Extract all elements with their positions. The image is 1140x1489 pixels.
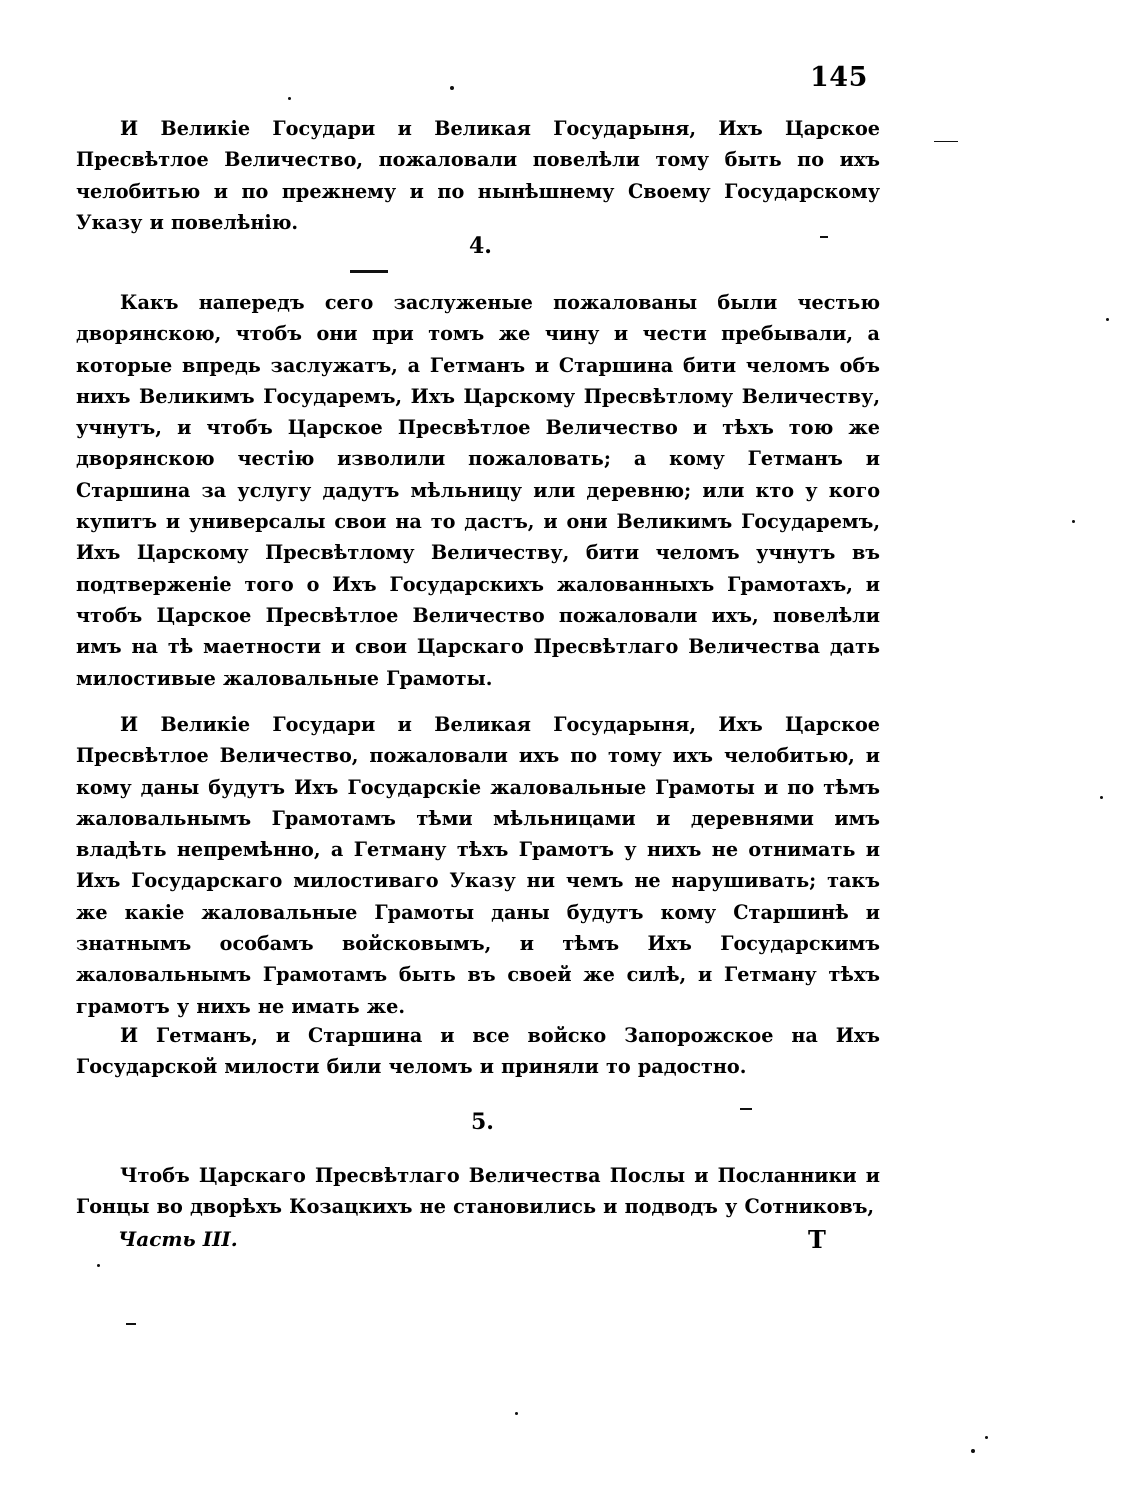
paragraph-4: И Гетманъ, и Старшина и все войско Запорожское на Ихъ Государской милости били челомъ и приняли то радостно. (76, 1024, 880, 1079)
scan-speck (985, 1436, 988, 1439)
scan-speck (450, 86, 454, 90)
signature-mark: Часть III. (118, 1227, 238, 1251)
scan-speck (934, 141, 958, 142)
scan-speck (820, 236, 828, 238)
scan-speck (1106, 318, 1109, 321)
catchword-mark: Т (808, 1225, 826, 1254)
paragraph-2: Какъ напередъ сего заслуженые пожалованы были честью дворянскою, чтобъ они при томъ же чину и чести пребывали, а которые впредь заслужатъ, а Гетманъ и Старшина бити челомъ объ нихъ Великимъ Государемъ, Ихъ Царскому Пресвѣтлому Величеству, учнутъ, и чтобъ Царское Пресвѣтлое Величество и тѣхъ тою же дворянскою честію изволили пожаловать; а кому Гетманъ и Старшина за услугу дадутъ мѣльницу или деревню; или кто у кого купитъ и универсалы свои на то дастъ, и они Великимъ Государемъ, Ихъ Царскому Пресвѣтлому Величеству, бити челомъ учнутъ въ подтверженіе того о Ихъ Государскихъ жалованныхъ Грамотахъ, и чтобъ Царское Пресвѣтлое Величество пожаловали ихъ, повелѣли имъ на тѣ маетности и свои Царскаго Пресвѣтлаго Величества дать милостивые жаловальные Грамоты. (76, 291, 880, 690)
scan-speck (1072, 520, 1075, 523)
scan-speck (97, 1264, 100, 1267)
scan-speck (740, 1108, 752, 1110)
paragraph-3: И Великіе Государи и Великая Государыня, Ихъ Царское Пресвѣтлое Величество, пожаловали ихъ по тому ихъ челобитью, и кому даны будутъ Ихъ Государскіе жаловальные Грамоты и по тѣмъ жаловальнымъ Грамотамъ тѣми мѣльницами и деревнями имъ владѣть непремѣнно, а Гетману тѣхъ Грамотъ у нихъ не отнимать и Ихъ Государскаго милостиваго Указу ни чемъ не нарушивать; такъ же какіе жаловальные Грамоты даны будутъ кому Старшинѣ и знатнымъ особамъ войсковымъ, и тѣмъ Ихъ Государскимъ жаловальнымъ Грамотамъ быть въ своей же силѣ, и Гетману тѣхъ грамотъ у нихъ не имать же. (76, 713, 880, 1018)
section-number-5: 5. (471, 1109, 494, 1135)
paragraph-5: Чтобъ Царскаго Пресвѣтлаго Величества Послы и Посланники и Гонцы во дворѣхъ Козацкихъ не становились и подводъ у Сотниковъ, (76, 1164, 880, 1219)
section-number-4: 4. (469, 233, 492, 259)
scan-speck (971, 1449, 975, 1453)
scan-speck (515, 1412, 518, 1415)
scan-speck (350, 270, 388, 273)
page-number: 145 (810, 62, 868, 93)
scan-speck (288, 97, 291, 100)
paragraph-1: И Великіе Государи и Великая Государыня, Ихъ Царское Пресвѣтлое Величество, пожаловали повелѣли тому быть по ихъ челобитью и по прежнему и по нынѣшнему Своему Государскому Указу и повелѣнію. (76, 117, 880, 234)
scan-speck (126, 1323, 136, 1325)
scan-speck (1100, 796, 1103, 799)
